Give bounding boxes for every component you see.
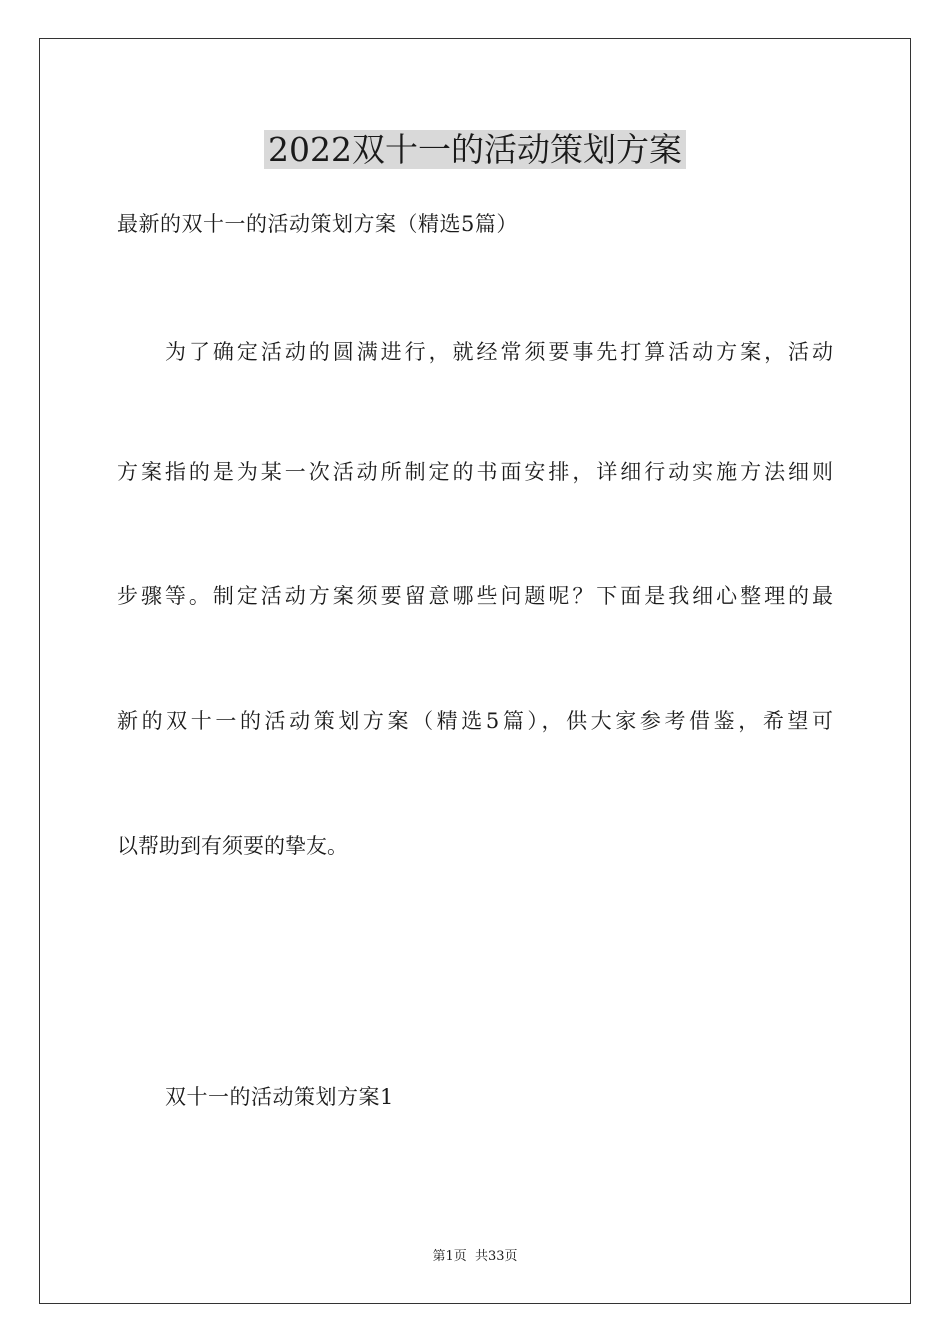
paragraph-line: 方案指的是为某一次活动所制定的书面安排，详细行动实施方法细则	[117, 460, 833, 484]
paragraph-line: 步骤等。制定活动方案须要留意哪些问题呢？下面是我细心整理的最	[117, 584, 833, 608]
document-title	[0, 124, 950, 176]
document-subtitle: 最新的双十一的活动策划方案（精选5篇）	[117, 212, 518, 236]
document-title-text: 2022双十一的活动策划方案	[264, 130, 686, 169]
section-heading: 双十一的活动策划方案1	[165, 1085, 394, 1109]
paragraph-line: 为了确定活动的圆满进行，就经常须要事先打算活动方案，活动	[165, 340, 833, 364]
paragraph-line: 新的双十一的活动策划方案（精选5篇），供大家参考借鉴，希望可	[117, 709, 833, 733]
paragraph-line: 以帮助到有须要的挚友。	[117, 834, 348, 858]
page-footer: 第1页 共33页	[432, 1249, 518, 1264]
